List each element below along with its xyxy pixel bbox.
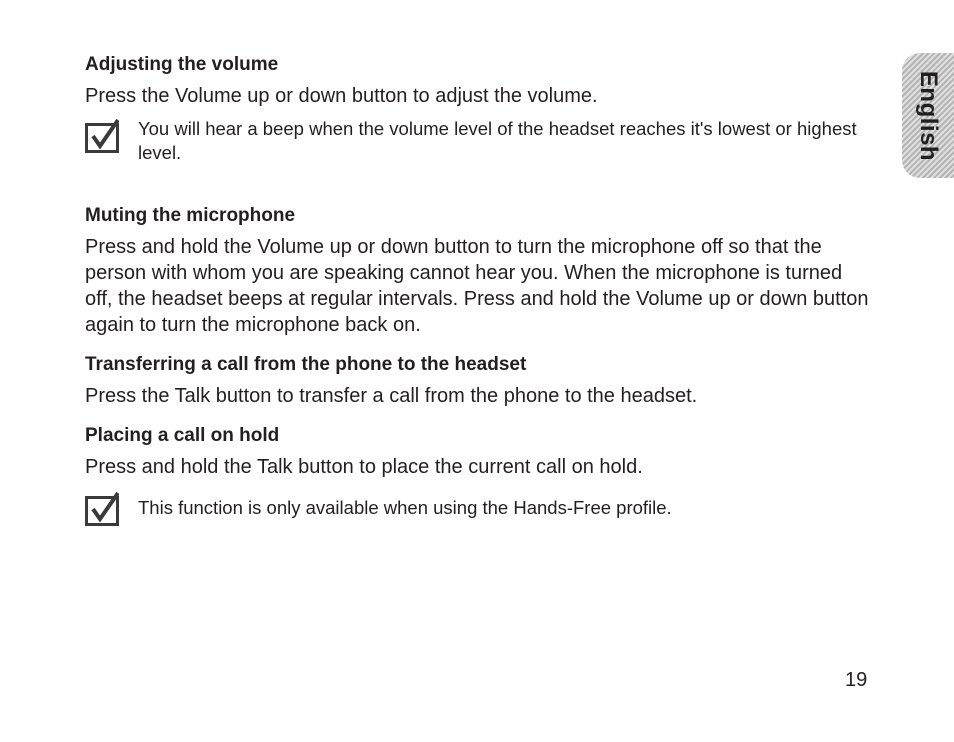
note-text: You will hear a beep when the volume level of the headset reaches it's lowest or highest level.	[138, 118, 857, 163]
section-body: Press the Talk button to transfer a call from the phone to the headset.	[85, 385, 698, 407]
note	[85, 490, 875, 526]
note-text: This function is only available when using the Hands-Free profile.	[138, 497, 672, 518]
section-transferring-call	[85, 352, 875, 409]
section-placing-call-on-hold	[85, 423, 875, 526]
section-muting-microphone	[85, 203, 875, 338]
language-tab-label: English	[915, 70, 942, 161]
checkbox-note-icon	[85, 492, 119, 526]
checkbox-note-icon	[85, 119, 119, 153]
page-number: 19	[845, 669, 868, 691]
section-heading: Transferring a call from the phone to the headset	[85, 354, 527, 375]
language-tab	[902, 53, 954, 178]
page-content	[85, 52, 875, 526]
section-heading: Placing a call on hold	[85, 425, 280, 446]
section-body: Press and hold the Talk button to place the current call on hold.	[85, 456, 643, 478]
section-heading: Muting the microphone	[85, 205, 296, 226]
section-body: Press and hold the Volume up or down button to turn the microphone off so that the person with whom you are speaking cannot hear you. When the microphone is turned off, the headset beeps at regular intervals. Press and hold the Volume up or down button again to turn the microphone back on.	[85, 236, 869, 336]
note	[85, 117, 875, 165]
section-heading: Adjusting the volume	[85, 54, 279, 75]
section-body: Press the Volume up or down button to adjust the volume.	[85, 85, 598, 107]
section-adjusting-volume	[85, 52, 875, 165]
